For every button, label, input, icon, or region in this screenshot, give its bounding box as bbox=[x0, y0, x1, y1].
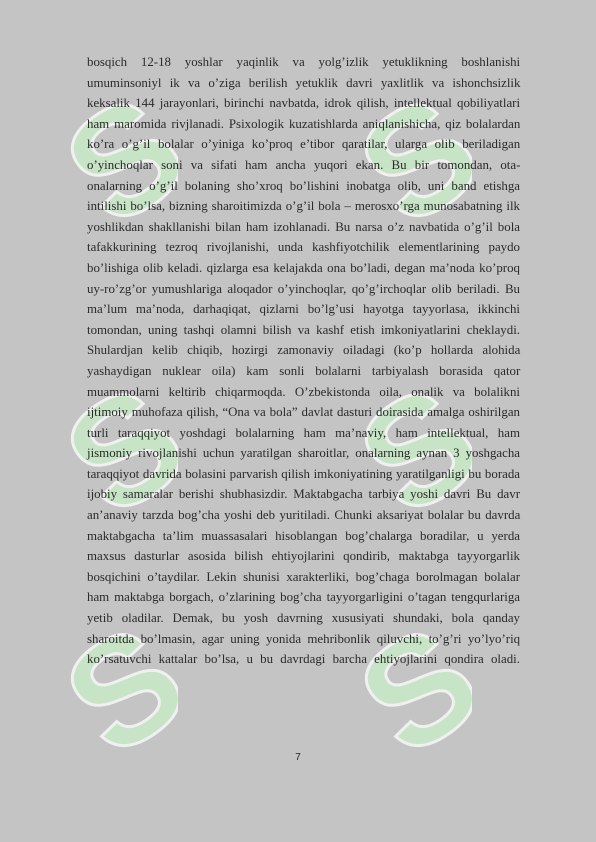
text-line: yetib oladilar. Demak, bu yosh davrning xususiyati shundaki, bola qanday bbox=[87, 611, 520, 626]
text-line: muammolarni keltirib chiqarmoqda. O’zbekistonda oila, onalik va bolalikni bbox=[87, 384, 520, 399]
text-line: bo’lishiga olib keladi. qizlarga esa kelajakda ona bo’ladi, degan ma’noda ko’proq bbox=[87, 260, 520, 275]
text-line: Shulardjan kelib chiqib, hozirgi zamonaviy oiladagi (ko’p hollarda alohida bbox=[87, 343, 521, 358]
svg-text:S: S bbox=[352, 360, 472, 548]
text-line: maxsus dasturlar asosida bilish ehtiyojlarini qondirib, maktabga tayyorgarlik bbox=[87, 549, 520, 564]
text-line: uy-ro’zg’or yumushlariga aloqador o’yinchoqlar, qo’g’irchoqlar olib beriladi. Bu bbox=[87, 281, 520, 296]
svg-text:S: S bbox=[352, 600, 472, 788]
svg-text:S: S bbox=[58, 600, 178, 788]
text-line: taraqqiyot davrida bolasini parvarish qilish imkoniyatining yaratilganligi bu borada bbox=[87, 466, 520, 481]
text-line: keksalik 144 jarayonlari, birinchi navbatda, idrok qilish, intellektual qobiliyatlari bbox=[87, 96, 521, 111]
text-line: maktabgacha ta’lim muassasalari hisoblangan bog’chalarga boradilar, u yerda bbox=[87, 528, 520, 543]
text-line: umuminsoniyl ik va o’ziga berilish yetuklik davri yaxlitlik va ishonchsizlik bbox=[87, 75, 521, 90]
text-line: ham maromida rivjlanadi. Psixologik kuzatishlarda aniqlanishicha, qiz bolalardan bbox=[87, 116, 521, 131]
text-line: turli taraqqiyot yoshdagi bolalarning ham ma’naviy, ham intellektual, ham bbox=[87, 425, 520, 440]
text-line: ijtimoiy muhofaza qilish, “Ona va bola” davlat dasturi doirasida amalga oshirilgan bbox=[87, 405, 520, 420]
text-line: bosqichini o’taydilar. Lekin shunisi xarakterliki, bog’chaga borolmagan bolalar bbox=[87, 569, 520, 584]
text-line: ko’rsatuvchi kattalar bo’lsa, u bu davrdagi barcha ehtiyojlarini qondira oladi. bbox=[87, 652, 520, 667]
text-line: ham maktabga borgach, o’zlarining bog’cha tayyorgarligini o’tagan tengqurlariga bbox=[87, 590, 520, 605]
text-line: yashaydigan nuklear oila) kam sonli bolalarni tarbiyalash borasida qator bbox=[87, 363, 521, 378]
text-line: an’anaviy tarzda bog’cha yoshi deb yuritiladi. Chunki aksariyat bolalar bu davrda bbox=[87, 508, 521, 523]
text-line: bosqich 12-18 yoshlar yaqinlik va yolg’izlik yetuklikning boshlanishi bbox=[87, 55, 521, 69]
text-line: jismoniy rivojlanishi uchun yaratilgan sharoitlar, onalarning aynan 3 yoshgacha bbox=[87, 446, 520, 461]
svg-text:S: S bbox=[58, 360, 178, 548]
text-line: sharoitda bo’lmasin, agar uning yonida mehribonlik qiluvchi, to’g’ri yo’lyo’riq bbox=[87, 631, 521, 646]
text-line: yoshlikdan shakllanishi bilan ham izohlanadi. Bu narsa o’z navbatida o’g’il bola bbox=[87, 219, 520, 234]
text-line: tomondan, uning tashqi olamni bilish va kashf etish imkoniyatlarini cheklaydi. bbox=[87, 322, 520, 337]
text-line: onalarning o’g’il bolaning sho’xroq bo’lishini inobatga olib, uni band etishga bbox=[87, 178, 520, 193]
svg-text:S: S bbox=[58, 70, 178, 258]
text-line: ma’lum ma’noda, darhaqiqat, qizlarni bo’lg’usi hayotga tayyorlasa, ikkinchi bbox=[87, 302, 520, 317]
svg-text:S: S bbox=[352, 70, 472, 258]
text-line: ijobiy samaralar berishi shubhasizdir. Maktabgacha tarbiya yoshi davri Bu davr bbox=[87, 487, 520, 502]
text-line: tafakkurining tezroq rivojlanishi, unda kashfiyotchilik elementlarining paydo bbox=[87, 240, 520, 255]
page-number: 7 bbox=[295, 752, 301, 763]
text-line: intilishi bo’lsa, bizning sharoitimizda o’g’il bola – merosxo’rga munosabatning ilk bbox=[87, 199, 520, 214]
text-line: ko’ra o’g’il bolalar o’yiniga ko’proq e’tibor qaratilar, ularga olib beriladigan bbox=[87, 137, 521, 152]
body-paragraph bbox=[87, 52, 520, 670]
text-line: o’yinchoqlar soni va sifati ham ancha yuqori ekan. Bu bir tomondan, ota- bbox=[87, 157, 521, 172]
